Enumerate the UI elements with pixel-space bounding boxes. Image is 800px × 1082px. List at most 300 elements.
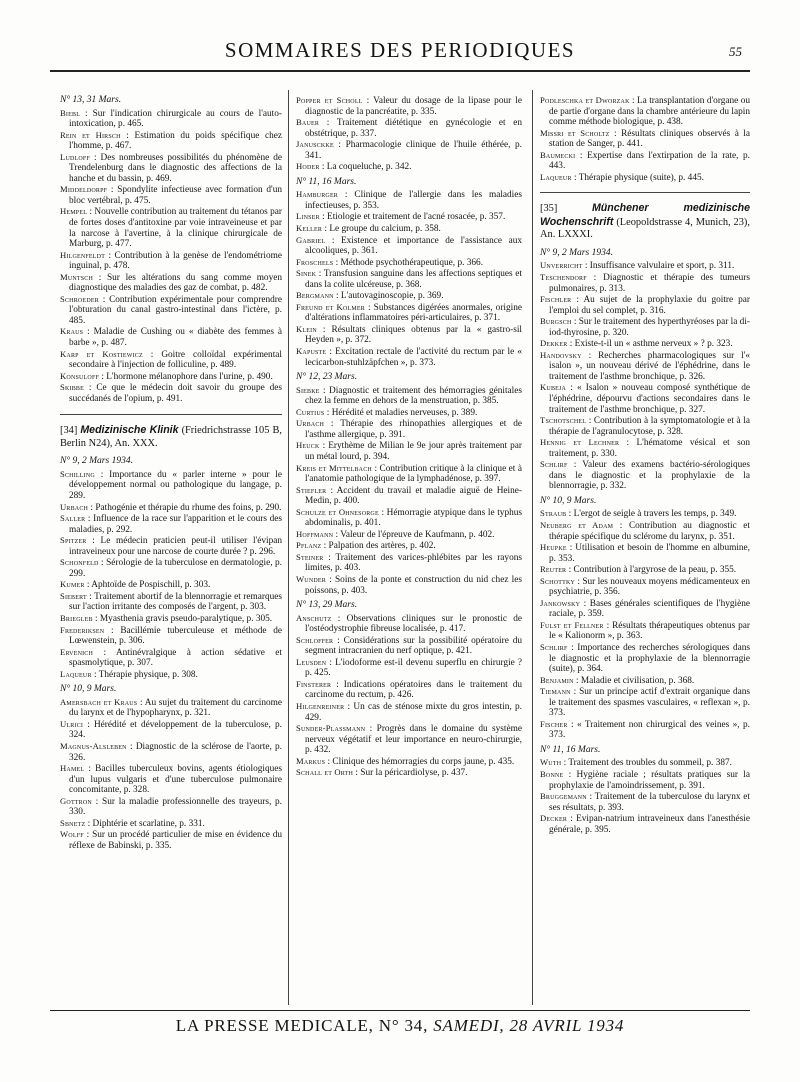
article-author: Fulst et Fellner xyxy=(540,619,604,630)
article-author: Biebl xyxy=(60,107,81,118)
article-author: Rein et Hirsch xyxy=(60,129,121,140)
article-title: Un cas de sténose mixte du gros intestin, p. 429. xyxy=(305,701,522,723)
journal-details: (Friedrichstrasse 105 B, Berlin N24), An. XXX. xyxy=(60,425,282,449)
article-author: Fischer xyxy=(540,718,568,729)
article-title: Considérations sur la possibilité opératoire du segment intracranien du nerf optique, p. 421. xyxy=(305,635,522,657)
article-author: Benjamin xyxy=(540,674,574,685)
article-author: Handovsky xyxy=(540,349,582,360)
article-author: Popper et Scholl xyxy=(296,95,363,105)
article-title: Sur un procédé particulier de mise en évidence du réflexe de Babinski, p. 335. xyxy=(69,830,283,851)
article-entry: Spitzer : Le médecin praticien peut-il utiliser l'évipan intraveineux pour une narcose de courte durée ? p. 296. xyxy=(60,535,282,557)
article-entry: Sinek : Transfusion sanguine dans les affections septiques et dans la colite ulcéreuse, p. 368. xyxy=(296,268,522,290)
article-entry: Biebl : Sur l'indication chirurgicale au cours de l'auto-intoxication, p. 465. xyxy=(60,107,282,130)
article-entry: Decker : Evipan-natrium intraveineux dans l'anesthésie générale, p. 395. xyxy=(540,813,751,835)
article-title: Existe-t-il un « asthme nerveux » ? p. 323. xyxy=(574,339,733,350)
article-entry: Gottron : Sur la maladie professionnelle des trayeurs, p. 330. xyxy=(60,795,282,818)
article-title: Pharmacologie clinique de l'huile éthérée, p. 341. xyxy=(305,140,522,161)
article-author: Magnus-Alsleben xyxy=(60,740,127,751)
article-author: Kumer xyxy=(60,579,85,590)
article-author: Froschels xyxy=(296,256,334,267)
article-author: Stiefler xyxy=(296,484,327,495)
article-author: Siebke xyxy=(296,384,320,395)
article-entry: Magnus-Alsleben : Diagnostic de la sclérose de l'aorte, p. 326. xyxy=(60,740,283,763)
article-entry: Amersbach et Kraus : Au sujet du traitement du carcinome du larynx et de l'hypopharynx, p. 321. xyxy=(60,696,282,719)
article-entry: Kubeja : « Isalon » nouveau composé synthétique de l'éphédrine, dépourvu d'actions secondaires dans le traitement de l'asthme bronchique, p. 327. xyxy=(540,382,750,415)
article-author: Frederiksen xyxy=(60,624,105,635)
article-entry: Freund et Kolmer : Substances digérées anormales, origine d'altérations inflammatoires péri-articulaires, p. 371. xyxy=(296,301,523,324)
article-entry: Linser : Etiologie et traitement de l'acné rosacée, p. 357. xyxy=(296,211,506,223)
article-title: Observations cliniques sur le pronostic de l'ostéodystrophie fibreuse localisée, p. 417. xyxy=(305,613,522,635)
article-entry: Konsuloff : L'hormone mélanophore dans l'urine, p. 490. xyxy=(60,370,273,382)
article-entry: Middeldorpf : Spondylite infectieuse avec formation d'un bloc vertébral, p. 475. xyxy=(60,184,282,206)
article-author: Tiemann xyxy=(540,686,571,697)
journal-divider xyxy=(540,192,750,193)
article-title: Clinique de l'allergie dans les maladies infectieuses, p. 353. xyxy=(305,190,523,211)
article-author: Laqueur xyxy=(540,171,572,182)
article-entry: Pflanz : Palpation des artères, p. 402. xyxy=(296,540,436,552)
article-title: Bacilles tuberculeux bovins, agents étiologiques d'un lupus vulgaris et d'une tuberculose pulmonaire concomitante, p. 328. xyxy=(69,764,282,796)
article-entry: Wunder : Soins de la ponte et construction du nid chez les poissons, p. 403. xyxy=(296,573,522,596)
article-entry: Hempel : Nouvelle contribution au traitement du tétanos par de fortes doses d'antitoxine par voie intraveineuse et par la narcose à l'avertine, à la clinique chirurgicale de Marburg, p. 477. xyxy=(60,206,282,250)
article-entry: Kraus : Maladie de Cushing ou « diabète des femmes à barbe », p. 487. xyxy=(60,326,283,349)
article-title: Contribution au diagnostic et thérapie spécifique du sclérome du larynx, p. 351. xyxy=(549,521,750,542)
article-title: Thérapie physique, p. 308. xyxy=(98,669,198,680)
journal-heading xyxy=(60,424,282,450)
article-title: Diphtérie et scarlatine, p. 331. xyxy=(92,818,205,829)
article-author: Ulrici xyxy=(60,718,84,729)
article-entry: Teschendorf : Diagnostic et thérapie des tumeurs pulmonaires, p. 313. xyxy=(540,271,750,294)
page-number: 55 xyxy=(729,44,742,59)
article-title: Traitement diététique en gynécologie et en obstétrique, p. 337. xyxy=(305,118,522,139)
article-entry: Reuter : Contribution à l'argyrose de la peau, p. 355. xyxy=(540,564,737,576)
article-author: Anschutz xyxy=(296,612,332,623)
article-entry: Schottky : Sur les nouveaux moyens médicamenteux en psychiatrie, p. 356. xyxy=(540,575,750,598)
article-author: Neuberg et Adam xyxy=(540,520,614,530)
article-author: Hoffmann xyxy=(296,528,334,539)
issue-heading: N° 11, 16 Mars. xyxy=(296,176,357,187)
article-author: Linser xyxy=(296,211,320,222)
article-entry: Ulrici : Hérédité et développement de la tuberculose, p. 324. xyxy=(60,718,282,741)
article-entry: Markus : Clinique des hémorragies du corps jaune, p. 435. xyxy=(296,755,515,767)
article-entry: Skibbe : Ce que le médecin doit savoir du groupe des succédanés de l'opium, p. 491. xyxy=(60,382,282,404)
article-author: Heuck xyxy=(296,440,320,451)
article-author: Bauer xyxy=(296,117,320,128)
article-author: Sunder-Plassmann xyxy=(296,723,366,734)
article-title: Le médecin praticien peut-il utiliser l'évipan intraveineux pour une narcose de courte durée ? p. 296. xyxy=(69,536,282,557)
article-entry: Muntsch : Sur les altérations du sang comme moyen diagnostique des maladies des gaz de combat, p. 482. xyxy=(60,271,282,294)
column-3 xyxy=(540,95,750,835)
article-title: Diagnostic et thérapie des tumeurs pulmonaires, p. 313. xyxy=(549,272,750,294)
article-title: Accident du travail et maladie aiguë de Heine-Medin, p. 400. xyxy=(305,485,522,507)
article-entry: Keller : Le groupe du calcium, p. 358. xyxy=(296,223,441,235)
article-title: Transfusion sanguine dans les affections septiques et dans la colite ulcéreuse, p. 368. xyxy=(305,269,522,290)
journal-divider xyxy=(60,414,282,415)
article-title: Traitement des varices-phlébites par les rayons limites, p. 403. xyxy=(305,552,522,574)
article-author: Finsterer xyxy=(296,678,332,689)
article-entry: Fischler : Au sujet de la prophylaxie du goitre par l'emploi du sel complet, p. 316. xyxy=(540,294,751,316)
article-title: L'autovaginoscopie, p. 369. xyxy=(340,291,444,302)
footer-journal: LA PRESSE MEDICALE, N° 34, xyxy=(175,1016,429,1035)
article-title: Valeur des examens bactério-sérologiques dans le diagnostic et la prophylaxie de la blennorragie, p. 332. xyxy=(549,460,750,492)
article-title: Contribution expérimentale pour comprendre l'obturation du canal gastro-intestinal dans l'ictère, p. 485. xyxy=(69,294,282,326)
article-entry: Gabriel : Existence et importance de l'assistance aux alcooliques, p. 361. xyxy=(296,234,523,257)
article-title: Maladie et civilisation, p. 368. xyxy=(580,675,695,686)
article-author: Hamel xyxy=(60,763,85,774)
article-title: Sérologie de la tuberculose en dermatologie, p. 299. xyxy=(69,558,282,579)
article-author: Schlirf xyxy=(540,459,568,470)
journal-number: [35] xyxy=(540,203,558,215)
article-title: L'hormone mélanophore dans l'urine, p. 490. xyxy=(106,371,273,382)
article-author: Leusden xyxy=(296,656,327,667)
article-title: Evipan-natrium intraveineux dans l'anesthésie générale, p. 395. xyxy=(549,814,751,835)
article-author: Schroeder xyxy=(60,293,99,304)
article-author: Middeldorpf xyxy=(60,184,108,195)
article-title: Substances digérées anormales, origine d'altérations inflammatoires péri-articulaires, p. 371. xyxy=(305,302,523,324)
article-title: Maladie de Cushing ou « diabète des femmes à barbe », p. 487. xyxy=(69,327,283,349)
article-author: Muntsch xyxy=(60,271,94,282)
article-author: Decker xyxy=(540,813,568,824)
article-author: Jankowsky xyxy=(540,597,581,608)
article-entry: Ludloff : Des nombreuses possibilités du phénomène de Trendelenburg dans le diagnostic des affections de la hanche et du bassin, p. 469. xyxy=(60,151,282,184)
article-entry: Steiner : Traitement des varices-phlébites par les rayons limites, p. 403. xyxy=(296,551,522,574)
article-author: Bergmann xyxy=(296,290,334,301)
article-title: Etiologie et traitement de l'acné rosacée, p. 357. xyxy=(327,212,506,223)
article-entry: Tschotschel : Contribution à la symptomatologie et à la thérapie de l'agranulocytose, p. 328. xyxy=(540,415,750,437)
article-title: Importance du « parler interne » pour le développement normal ou pathologique du langage, p. 289. xyxy=(69,469,283,501)
article-entry: Popper et Scholl : Valeur du dosage de la lipase pour le diagnostic de la pancréatite, p. 335. xyxy=(296,95,522,117)
issue-heading: N° 13, 29 Mars. xyxy=(296,600,358,611)
article-entry: Handovsky : Recherches pharmacologiques sur l'« isalon », un nouveau dérivé de l'éphédrine, dans le traitement de l'asthme bronchique, p. 326. xyxy=(540,349,751,382)
article-entry: Schlirf : Valeur des examens bactério-sérologiques dans le diagnostic et la prophylaxie de la blennorragie, p. 332. xyxy=(540,459,750,492)
issue-heading: N° 10, 9 Mars. xyxy=(60,684,117,695)
article-title: Hérédité et développement de la tuberculose, p. 324. xyxy=(69,719,282,741)
article-title: Palpation des artères, p. 402. xyxy=(328,541,436,552)
article-author: Wolff xyxy=(60,829,84,840)
article-author: Sbnetz xyxy=(60,817,86,828)
article-author: Hilgenfeldt xyxy=(60,249,106,260)
article-entry: Kreis et Mittelbach : Contribution critique à la clinique et à l'anatomie pathologique de la lymphadénose, p. 397. xyxy=(296,462,523,485)
issue-heading: N° 10, 9 Mars. xyxy=(540,495,597,506)
article-author: Schilling xyxy=(60,468,95,479)
journal-number: [34] xyxy=(60,425,78,437)
article-title: Sur les altérations du sang comme moyen diagnostique des maladies des gaz de combat, p. 482. xyxy=(69,272,282,294)
article-entry: Ervenich : Antinévralgique à action sédative et spasmolytique, p. 307. xyxy=(60,646,282,669)
article-author: Skibbe xyxy=(60,382,84,393)
article-author: Laqueur xyxy=(60,668,92,679)
issue-heading: N° 11, 16 Mars. xyxy=(540,744,601,755)
page-title: SOMMAIRES DES PERIODIQUES xyxy=(224,38,576,62)
article-title: Clinique des hémorragies du corps jaune, p. 435. xyxy=(332,756,515,767)
article-title: Excitation rectale de l'activité du rectum par le « lecicarbon-stuhlzäpfchen », p. 373. xyxy=(305,347,522,368)
article-title: La coqueluche, p. 342. xyxy=(326,162,412,173)
article-author: Ludloff xyxy=(60,151,90,162)
article-title: Contribution à la genèse de l'endométriome inguinal, p. 478. xyxy=(69,250,282,272)
article-author: Wuth xyxy=(540,757,562,768)
article-entry: Curtius : Hérédité et maladies nerveuses, p. 389. xyxy=(296,406,478,418)
article-title: Importance des recherches sérologiques dans le diagnostic et la prophylaxie de la blennorragie (suite), p. 364. xyxy=(549,643,751,675)
article-title: Erythème de Milian le 9e jour après traitement par un métal lourd, p. 394. xyxy=(305,441,523,462)
article-entry: Podleschka et Dworzak : La transplantation d'organe ou de partie d'organe dans la chambre antérieure du lapin comme méthode biologique, p. 438. xyxy=(540,95,750,128)
article-author: Hempel xyxy=(60,206,88,217)
article-title: Estimation du poids spécifique chez l'homme, p. 467. xyxy=(69,130,282,152)
article-entry: Bergmann : L'autovaginoscopie, p. 369. xyxy=(296,290,444,302)
article-author: Pflanz xyxy=(296,540,322,551)
article-author: Missri et Scholtz xyxy=(540,127,610,138)
article-title: Résultats cliniques observés à la station de Sanger, p. 441. xyxy=(549,128,751,150)
article-entry: Sbnetz : Diphtérie et scarlatine, p. 331. xyxy=(60,817,205,829)
article-entry: Heuck : Erythème de Milian le 9e jour après traitement par un métal lourd, p. 394. xyxy=(296,440,523,462)
article-title: Utilisation et besoin de l'homme en albumine, p. 353. xyxy=(549,543,751,564)
article-author: Hennig et Lechner xyxy=(540,437,620,448)
article-entry: Hamel : Bacilles tuberculeux bovins, agents étiologiques d'un lupus vulgaris et d'une tuberculose pulmonaire concomitante, p. 328. xyxy=(60,763,282,796)
article-entry: Hamburger : Clinique de l'allergie dans les maladies infectieuses, p. 353. xyxy=(296,189,523,211)
article-title: Sur le traitement des hyperthyréoses par la di-iod-thyrosine, p. 320. xyxy=(549,317,750,338)
article-entry: Missri et Scholtz : Résultats cliniques observés à la station de Sanger, p. 441. xyxy=(540,127,751,150)
footer-rule xyxy=(50,1010,750,1011)
article-entry: Fischer : « Traitement non chirurgical des veines », p. 373. xyxy=(540,718,750,741)
article-entry: Bauer : Traitement diététique en gynécologie et en obstétrique, p. 337. xyxy=(296,117,522,139)
article-author: Dekker xyxy=(540,338,568,349)
article-author: Hilgenreiner xyxy=(296,700,345,711)
article-author: Sinek xyxy=(296,268,317,279)
article-title: Au sujet du traitement du carcinome du larynx et de l'hypopharynx, p. 321. xyxy=(69,697,282,719)
issue-heading: N° 12, 23 Mars. xyxy=(296,372,358,383)
article-entry: Anschutz : Observations cliniques sur le pronostic de l'ostéodystrophie fibreuse localisée, p. 417. xyxy=(296,612,522,635)
journal-details: (Leopoldstrasse 4, Munich, 23), An. LXXXI. xyxy=(540,216,750,241)
article-entry: Bruggemann : Traitement de la tuberculose du larynx et ses résultats, p. 393. xyxy=(540,791,750,813)
article-entry: Schall et Orth : Sur la péricardiolyse, p. 437. xyxy=(296,767,468,779)
article-entry: Wuth : Traitement des troubles du sommeil, p. 387. xyxy=(540,757,732,769)
article-entry: Frederiksen : Bacillémie tuberculeuse et méthode de Lœwenstein, p. 306. xyxy=(60,624,283,647)
article-author: Janusckke xyxy=(296,139,334,150)
footer-date: SAMEDI, 28 AVRIL 1934 xyxy=(433,1016,625,1035)
article-author: Bonne xyxy=(540,769,564,780)
article-title: « Isalon » nouveau composé synthétique de l'éphédrine, dépourvu d'actions secondaires dans le traitement de l'asthme bronchique, p. 327. xyxy=(549,383,750,415)
article-entry: Siebert : Traitement abortif de la blennorragie et remarques sur l'action irritante des composés de l'argent, p. 303. xyxy=(60,590,282,613)
article-author: Schloffer xyxy=(296,634,334,645)
article-title: Le groupe du calcium, p. 358. xyxy=(329,224,441,235)
article-title: Thérapie des rhinopathies allergiques et de l'asthme allergique, p. 391. xyxy=(305,419,522,440)
article-title: Des nombreuses possibilités du phénomène de Trendelenburg dans le diagnostic des affections de la hanche et du bassin, p. 469. xyxy=(69,152,282,184)
article-title: Bases générales scientifiques de l'hygiène raciale, p. 359. xyxy=(549,598,750,620)
article-title: Diagnostic de la sclérose de l'aorte, p. 326. xyxy=(69,741,283,763)
article-author: Unverricht xyxy=(540,260,583,271)
article-entry: Benjamin : Maladie et civilisation, p. 368. xyxy=(540,674,695,686)
article-title: Recherches pharmacologiques sur l'« isalon », un nouveau dérivé de l'éphédrine, dans le traitement de l'asthme bronchique, p. 326. xyxy=(549,350,751,382)
article-title: Contribution critique à la clinique et à l'anatomie pathologique de la lymphadénose, p. 397. xyxy=(305,463,523,485)
article-title: Progrès dans le domaine du système nerveux végétatif et leur importance en neuro-chirurgie, p. 432. xyxy=(305,724,522,756)
article-title: Myasthenia gravis pseudo-paralytique, p. 305. xyxy=(99,613,273,624)
article-entry: Klein : Résultats cliniques obtenus par la « gastro-sil Heyden », p. 372. xyxy=(296,323,522,346)
article-author: Karp et Kostiewicz xyxy=(60,348,143,359)
article-title: Contribution à la symptomatologie et à la thérapie de l'agranulocytose, p. 328. xyxy=(549,416,750,437)
article-author: Burgsch xyxy=(540,316,572,327)
article-author: Kapuste xyxy=(296,346,327,357)
article-author: Hamburger xyxy=(296,189,339,200)
article-title: Influence de la race sur l'apparition et le cours des maladies, p. 292. xyxy=(69,514,282,535)
article-title: Sur la péricardiolyse, p. 437. xyxy=(360,768,468,779)
article-entry: Siebke : Diagnostic et traitement des hémorragies génitales chez la femme en dehors de la menstruation, p. 385. xyxy=(296,384,522,407)
journal-name: Medizinische Klinik xyxy=(80,424,179,437)
article-author: Kubeja xyxy=(540,382,567,393)
article-entry: Hoder : La coqueluche, p. 342. xyxy=(296,161,412,173)
issue-heading: N° 9, 2 Mars 1934. xyxy=(540,247,613,258)
article-author: Konsuloff xyxy=(60,370,100,381)
article-entry: Karp et Kostiewicz : Goitre colloïdal expérimental secondaire à l'injection de folliculine, p. 489. xyxy=(60,348,282,371)
article-title: Thérapie physique (suite), p. 445. xyxy=(578,172,704,183)
article-entry: Unverricht : Insuffisance valvulaire et sport, p. 311. xyxy=(540,260,735,272)
article-title: Contribution à l'argyrose de la peau, p. 355. xyxy=(573,565,737,576)
article-author: Schonfeld xyxy=(60,557,99,568)
article-author: Schottky xyxy=(540,575,576,586)
article-author: Hoder xyxy=(296,161,320,172)
article-author: Tschotschel xyxy=(540,415,587,426)
article-entry: Laqueur : Thérapie physique (suite), p. 445. xyxy=(540,171,704,183)
article-title: Antinévralgique à action sédative et spasmolytique, p. 307. xyxy=(69,647,282,669)
article-entry: Wolff : Sur un procédé particulier de mise en évidence du réflexe de Babinski, p. 335. xyxy=(60,829,283,851)
article-author: Kreis et Mittelbach xyxy=(296,462,372,473)
article-entry: Saller : Influence de la race sur l'apparition et le cours des maladies, p. 292. xyxy=(60,513,282,535)
article-entry: Laqueur : Thérapie physique, p. 308. xyxy=(60,668,198,680)
page-footer xyxy=(0,1016,800,1036)
article-title: Traitement des troubles du sommeil, p. 387. xyxy=(568,758,732,769)
article-entry: Hennig et Lechner : L'hématome vésical et son traitement, p. 330. xyxy=(540,437,751,459)
article-title: Résultats cliniques obtenus par la « gastro-sil Heyden », p. 372. xyxy=(305,324,522,346)
article-title: Bacillémie tuberculeuse et méthode de Lœwenstein, p. 306. xyxy=(69,625,283,647)
article-author: Gabriel xyxy=(296,234,326,245)
article-author: Heupke xyxy=(540,542,567,553)
article-author: Wunder xyxy=(296,573,326,584)
article-entry: Rein et Hirsch : Estimation du poids spécifique chez l'homme, p. 467. xyxy=(60,129,282,152)
article-title: Sur la maladie professionnelle des trayeurs, p. 330. xyxy=(69,796,282,818)
article-author: Teschendorf xyxy=(540,271,587,282)
article-entry: Hilgenfeldt : Contribution à la genèse de l'endométriome inguinal, p. 478. xyxy=(60,249,282,272)
article-author: Saller xyxy=(60,513,86,524)
article-author: Gottron xyxy=(60,795,92,806)
article-author: Briegleb xyxy=(60,612,93,623)
journal-heading xyxy=(540,202,750,242)
article-author: Schall et Orth xyxy=(296,767,354,778)
article-author: Schulze et Ohnesorge xyxy=(296,506,379,517)
article-entry: Jankowsky : Bases générales scientifiques de l'hygiène raciale, p. 359. xyxy=(540,597,750,620)
article-entry: Fulst et Fellner : Résultats thérapeutiques obtenus par le « Kalionorm », p. 363. xyxy=(540,619,751,642)
article-title: Méthode psychothérapeutique, p. 366. xyxy=(340,257,484,268)
article-entry: Finsterer : Indications opératoires dans le traitement du carcinome du rectum, p. 426. xyxy=(296,678,522,701)
article-entry: Schlirf : Importance des recherches sérologiques dans le diagnostic et la prophylaxie de la blennorragie (suite), p. 364. xyxy=(540,642,751,675)
column-divider xyxy=(532,90,533,1005)
article-entry: Straub : L'ergot de seigle à travers les temps, p. 349. xyxy=(540,508,737,520)
article-entry: Tiemann : Sur un principe actif d'extrait organique dans le traitement des spasmes vasculaires, « reflexan », p. 373. xyxy=(540,686,751,719)
article-title: Insuffisance valvulaire et sport, p. 311. xyxy=(589,261,735,272)
article-title: Hérédité et maladies nerveuses, p. 389. xyxy=(331,407,478,418)
article-title: La transplantation d'organe ou de partie d'organe dans la chambre antérieure du lapin comme méthode biologique, p. 438. xyxy=(549,96,750,128)
article-title: Sur un principe actif d'extrait organique dans le traitement des spasmes vasculaires, « reflexan », p. 373. xyxy=(549,687,751,719)
article-author: Amersbach et Kraus xyxy=(60,696,138,707)
article-title: Spondylite infectieuse avec formation d'un bloc vertébral, p. 475. xyxy=(69,185,282,206)
article-title: « Traitement non chirurgical des veines », p. 373. xyxy=(549,719,750,741)
article-entry: Sunder-Plassmann : Progrès dans le domaine du système nerveux végétatif et leur importance en neuro-chirurgie, p. 432. xyxy=(296,723,522,756)
article-entry: Schroeder : Contribution expérimentale pour comprendre l'obturation du canal gastro-intestinal dans l'ictère, p. 485. xyxy=(60,293,282,326)
article-entry: Hilgenreiner : Un cas de sténose mixte du gros intestin, p. 429. xyxy=(296,700,522,723)
article-entry: Schonfeld : Sérologie de la tuberculose en dermatologie, p. 299. xyxy=(60,557,282,579)
article-entry: Schilling : Importance du « parler interne » pour le développement normal ou pathologique du langage, p. 289. xyxy=(60,468,283,501)
column-1 xyxy=(60,95,282,851)
article-title: Valeur de l'épreuve de Kaufmann, p. 402. xyxy=(340,529,495,540)
article-entry: Stiefler : Accident du travail et maladie aiguë de Heine-Medin, p. 400. xyxy=(296,484,522,507)
article-title: Diagnostic et traitement des hémorragies génitales chez la femme en dehors de la menstruation, p. 385. xyxy=(305,385,522,407)
article-author: Spitzer xyxy=(60,535,87,546)
article-title: L'iodoforme est-il devenu superflu en chirurgie ? p. 425. xyxy=(305,657,523,679)
article-author: Schlirf xyxy=(540,642,568,653)
article-title: Traitement de la tuberculose du larynx et ses résultats, p. 393. xyxy=(549,792,750,813)
article-author: Urbach xyxy=(296,418,325,429)
article-entry: Dekker : Existe-t-il un « asthme nerveux » ? p. 323. xyxy=(540,338,733,350)
article-entry: Kumer : Aphtoïde de Pospischill, p. 303. xyxy=(60,579,211,591)
article-entry: Burgsch : Sur le traitement des hyperthyréoses par la di-iod-thyrosine, p. 320. xyxy=(540,316,750,338)
article-entry: Kapuste : Excitation rectale de l'activité du rectum par le « lecicarbon-stuhlzäpfchen », p. 373. xyxy=(296,346,522,368)
article-title: Sur les nouveaux moyens médicamenteux en psychiatrie, p. 356. xyxy=(549,576,750,598)
article-author: Straub xyxy=(540,508,567,519)
article-entry: Hoffmann : Valeur de l'épreuve de Kaufmann, p. 402. xyxy=(296,528,495,540)
column-2 xyxy=(296,95,522,779)
article-author: Urbach xyxy=(60,501,89,512)
article-author: Reuter xyxy=(540,564,567,575)
article-entry: Urbach : Thérapie des rhinopathies allergiques et de l'asthme allergique, p. 391. xyxy=(296,418,522,440)
article-entry: Baumecki : Expertise dans l'extirpation de la rate, p. 443. xyxy=(540,149,751,172)
article-title: Expertise dans l'extirpation de la rate, p. 443. xyxy=(549,150,751,172)
article-title: Hémorragie atypique dans le typhus abdominalis, p. 401. xyxy=(305,507,523,529)
article-author: Markus xyxy=(296,755,326,766)
article-title: Indications opératoires dans le traitement du carcinome du rectum, p. 426. xyxy=(305,679,522,701)
article-entry: Schulze et Ohnesorge : Hémorragie atypique dans le typhus abdominalis, p. 401. xyxy=(296,506,523,529)
article-title: Ce que le médecin doit savoir du groupe des succédanés de l'opium, p. 491. xyxy=(69,383,282,404)
article-entry: Janusckke : Pharmacologie clinique de l'huile éthérée, p. 341. xyxy=(296,139,522,161)
article-title: Au sujet de la prophylaxie du goitre par l'emploi du sel complet, p. 316. xyxy=(549,295,751,316)
journal-name: Münchener medizinische Wochenschrift xyxy=(540,202,750,228)
article-title: Existence et importance de l'assistance aux alcooliques, p. 361. xyxy=(305,235,523,257)
article-title: Sur l'indication chirurgicale au cours de l'auto-intoxication, p. 465. xyxy=(69,108,282,130)
article-title: Aphtoïde de Pospischill, p. 303. xyxy=(91,580,211,591)
issue-heading: N° 9, 2 Mars 1934. xyxy=(60,456,133,467)
article-title: L'ergot de seigle à travers les temps, p. 349. xyxy=(573,509,737,520)
article-title: Hygiène raciale ; résultats pratiques sur la prophylaxie de l'amoindrissement, p. 391. xyxy=(549,770,750,791)
article-author: Kraus xyxy=(60,326,84,337)
article-author: Curtius xyxy=(296,406,325,417)
column-divider xyxy=(288,90,289,1005)
article-entry: Heupke : Utilisation et besoin de l'homme en albumine, p. 353. xyxy=(540,542,751,564)
issue-heading: N° 13, 31 Mars. xyxy=(60,95,122,105)
article-entry: Schloffer : Considérations sur la possibilité opératoire du segment intracranien du nerf optique, p. 421. xyxy=(296,634,522,657)
article-title: Pathogénie et thérapie du rhume des foins, p. 290. xyxy=(95,502,282,513)
article-entry: Froschels : Méthode psychothérapeutique, p. 366. xyxy=(296,256,484,268)
article-entry: Urbach : Pathogénie et thérapie du rhume des foins, p. 290. xyxy=(60,501,282,513)
article-author: Klein xyxy=(296,323,317,334)
article-title: Soins de la ponte et construction du nid chez les poissons, p. 403. xyxy=(305,574,522,596)
article-title: Nouvelle contribution au traitement du tétanos par de fortes doses d'antitoxine par voie intraveineuse et par la narcose à l'avertine, à la clinique chirurgicale de Marburg, p. 477. xyxy=(69,207,282,250)
article-author: Siebert xyxy=(60,590,87,601)
article-entry: Briegleb : Myasthenia gravis pseudo-paralytique, p. 305. xyxy=(60,612,273,624)
article-title: Goitre colloïdal expérimental secondaire à l'injection de folliculine, p. 489. xyxy=(69,349,282,371)
article-author: Ervenich xyxy=(60,646,94,657)
header-rule xyxy=(50,70,750,72)
article-author: Podleschka et Dworzak xyxy=(540,95,630,105)
article-entry: Bonne : Hygiène raciale ; résultats pratiques sur la prophylaxie de l'amoindrissement, p. 391. xyxy=(540,769,750,791)
article-author: Baumecki xyxy=(540,149,576,160)
article-author: Bruggemann xyxy=(540,791,587,802)
article-author: Freund et Kolmer xyxy=(296,301,365,312)
article-author: Keller xyxy=(296,223,323,234)
article-title: L'hématome vésical et son traitement, p. 330. xyxy=(549,438,751,459)
